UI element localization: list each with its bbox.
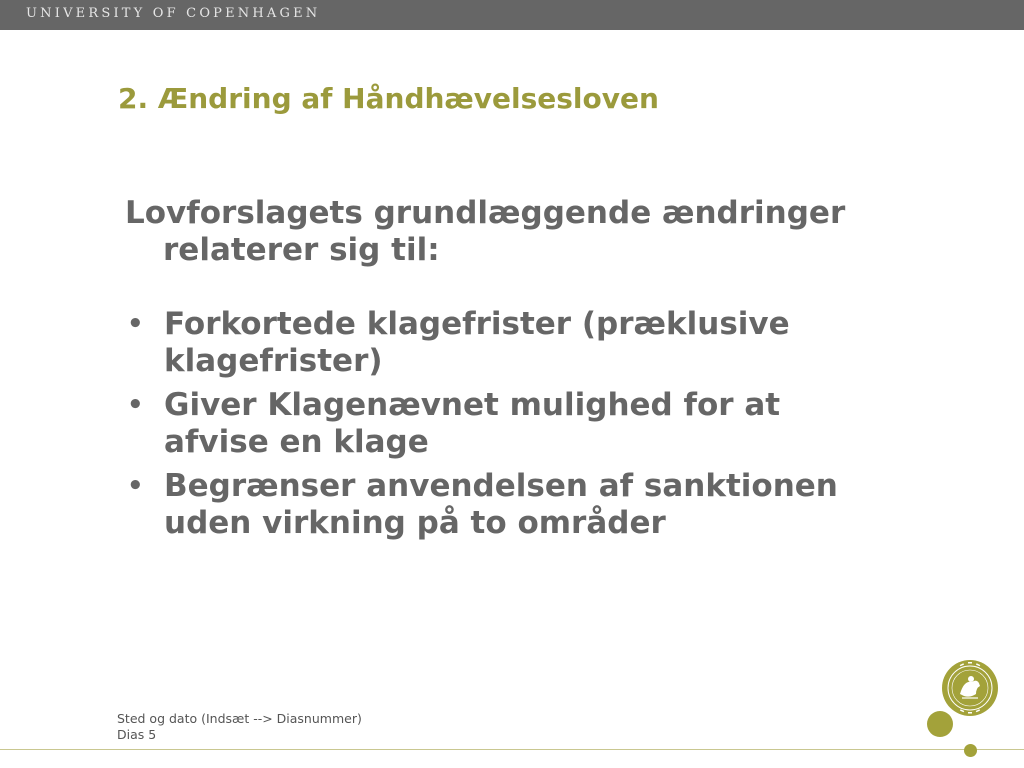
header-bar	[0, 0, 1024, 30]
intro-text: Lovforslagets grundlæggende ændringer relaterer sig til:	[125, 195, 846, 268]
university-seal-icon	[940, 658, 1000, 718]
bullet-dot-icon: •	[127, 471, 144, 501]
bullet-text: Forkortede klagefrister (præklusive klagefrister)	[164, 306, 790, 379]
bullet-item	[125, 387, 885, 461]
bullet-dot-icon: •	[127, 309, 144, 339]
university-name: UNIVERSITY OF COPENHAGEN	[26, 6, 321, 21]
bullet-item	[125, 468, 885, 542]
slide-title: 2. Ændring af Håndhævelsesloven	[118, 82, 659, 115]
bullet-dot-icon: •	[127, 390, 144, 420]
footer	[117, 711, 362, 743]
accent-circle-large	[927, 711, 953, 737]
footer-slide-number: Dias 5	[117, 727, 157, 742]
bullet-text: Giver Klagenævnet mulighed for at afvise en klage	[164, 387, 781, 460]
bullet-list	[125, 306, 885, 542]
bullet-item	[125, 306, 885, 380]
footer-place-date: Sted og dato (Indsæt --> Diasnummer)	[117, 711, 362, 726]
accent-circle-small	[964, 744, 977, 757]
slide-body	[125, 195, 885, 549]
footer-divider	[0, 749, 1024, 750]
bullet-text: Begrænser anvendelsen af sanktionen uden virkning på to områder	[164, 468, 838, 541]
